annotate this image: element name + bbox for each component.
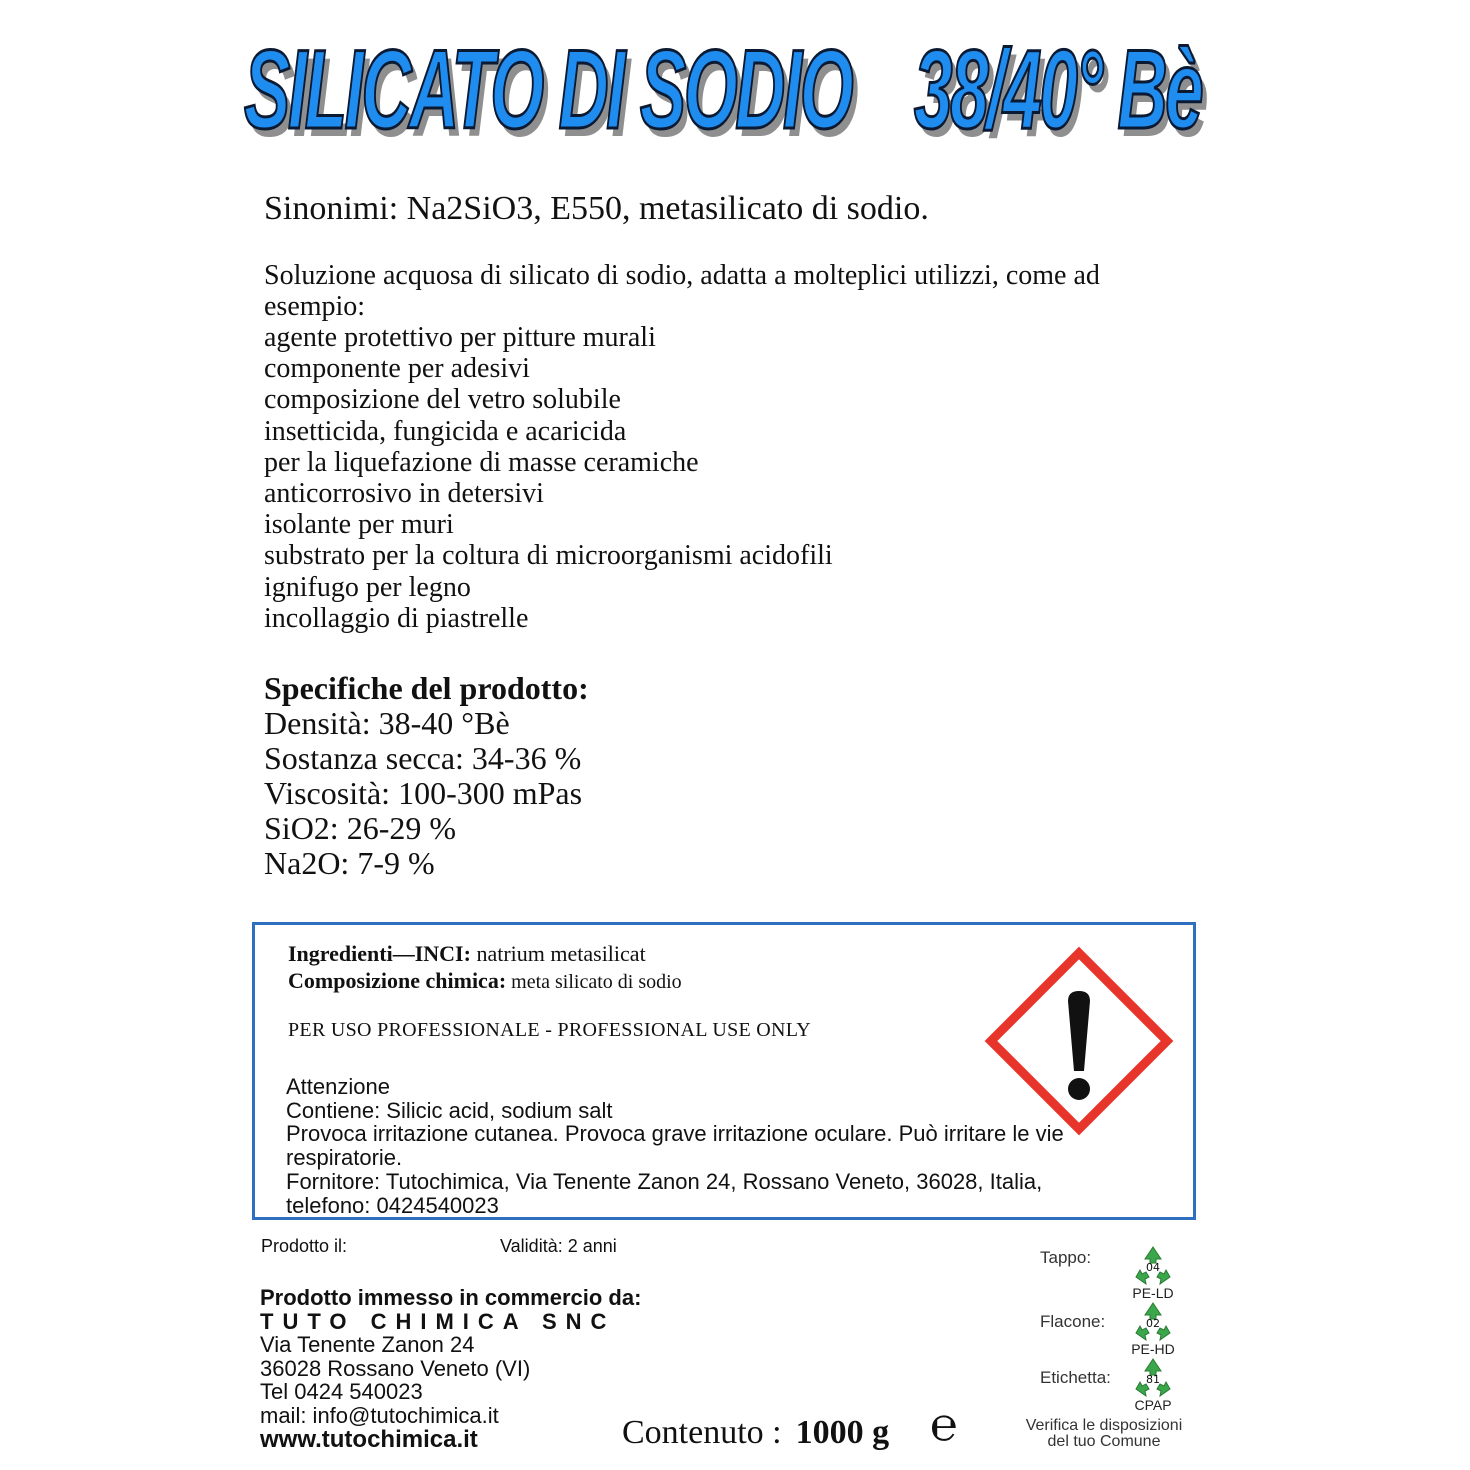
recycle-icon (1130, 1300, 1176, 1346)
supplier-line: Fornitore: Tutochimica, Via Tenente Zanon 24, Rossano Veneto, 36028, Italia, telefono: 0424540023 (286, 1168, 1049, 1218)
ingredients-line (288, 941, 646, 967)
bottle-label: Flacone: (1040, 1312, 1106, 1331)
composition-label: Composizione chimica: (288, 968, 507, 993)
list-item: ignifugo per legno (264, 571, 471, 603)
composition-value: meta silicato di sodio (506, 971, 682, 993)
hazard-statements (286, 1075, 1106, 1217)
phone-line: Tel 0424 540023 (260, 1379, 423, 1405)
list-item: composizione del vetro solubile (264, 384, 621, 416)
content-quantity (622, 1414, 889, 1452)
label-material-code: CPAP (1134, 1397, 1172, 1413)
product-grade: 38/40° Bè (914, 27, 1202, 152)
specs-list (264, 706, 582, 881)
recycle-icon (1130, 1356, 1176, 1402)
signal-word: Attenzione (286, 1074, 390, 1099)
svg-text:81: 81 (1146, 1373, 1160, 1386)
company-name: TUTO CHIMICA SNC (260, 1308, 616, 1334)
contains-line: Contiene: Silicic acid, sodium salt (286, 1097, 613, 1123)
spec-item: Sostanza secca: 34-36 % (264, 740, 582, 776)
ghs-exclamation-icon (984, 946, 1174, 1136)
disposal-note: Verifica le disposizioni del tuo Comune (1025, 1417, 1183, 1450)
professional-use-notice: PER USO PROFESSIONALE - PROFESSIONAL USE ONLY (288, 1019, 812, 1041)
address-line: Via Tenente Zanon 24 (260, 1332, 475, 1358)
list-item: per la liquefazione di masse ceramiche (264, 446, 699, 478)
content-label: Contenuto : (622, 1414, 782, 1451)
synonyms-line: Sinonimi: Na2SiO3, E550, metasilicato di sodio. (264, 190, 929, 227)
bottle-material-code: PE-HD (1131, 1341, 1175, 1357)
list-item: insetticida, fungicida e acaricida (264, 415, 627, 447)
distributor-heading: Prodotto immesso in commercio da: (260, 1285, 642, 1310)
spec-item: Na2O: 7-9 % (264, 845, 435, 881)
estimated-sign-icon: ℮ (930, 1399, 958, 1450)
uses-list (264, 322, 833, 634)
validity-label: Validità: 2 anni (500, 1236, 617, 1256)
list-item: incollaggio di piastrelle (264, 602, 529, 634)
address-line: 36028 Rossano Veneto (VI) (260, 1355, 531, 1381)
production-date-label: Prodotto il: (261, 1236, 348, 1256)
spec-item: SiO2: 26-29 % (264, 810, 456, 846)
specs-heading: Specifiche del prodotto: (264, 670, 589, 706)
list-item: anticorrosivo in detersivi (264, 478, 544, 510)
list-item: agente protettivo per pitture murali (264, 322, 656, 353)
svg-text:02: 02 (1146, 1317, 1160, 1330)
spec-item: Densità: 38-40 °Bè (264, 705, 510, 741)
product-name: SILICATO DI SODIO (244, 27, 852, 152)
spec-item: Viscosità: 100-300 mPas (264, 775, 583, 811)
svg-text:04: 04 (1146, 1261, 1160, 1274)
recycle-icon (1130, 1244, 1176, 1290)
list-item: substrato per la coltura di microorganismi acidofili (264, 540, 833, 572)
website-link[interactable]: www.tutochimica.it (260, 1425, 478, 1453)
mail-line: mail: info@tutochimica.it (260, 1402, 499, 1428)
ingredients-value: natrium metasilicat (470, 941, 646, 966)
description-text: Soluzione acquosa di silicato di sodio, adatta a molteplici utilizzi, come ad esempio: (264, 260, 1100, 323)
list-item: componente per adesivi (264, 353, 530, 385)
ingredients-label: Ingredienti—INCI: (288, 941, 471, 966)
list-item: isolante per muri (264, 509, 454, 541)
product-title (238, 20, 1238, 170)
label-material-label: Etichetta: (1040, 1368, 1111, 1387)
content-qty: 1000 g (795, 1414, 890, 1451)
distributor-block (260, 1286, 641, 1451)
hazard-statement: Provoca irritazione cutanea. Provoca grave irritazione oculare. Può irritare le vie respiratorie. (286, 1121, 1070, 1171)
cap-material-code: PE-LD (1132, 1285, 1174, 1301)
cap-label: Tappo: (1040, 1248, 1092, 1267)
composition-line (288, 968, 682, 994)
